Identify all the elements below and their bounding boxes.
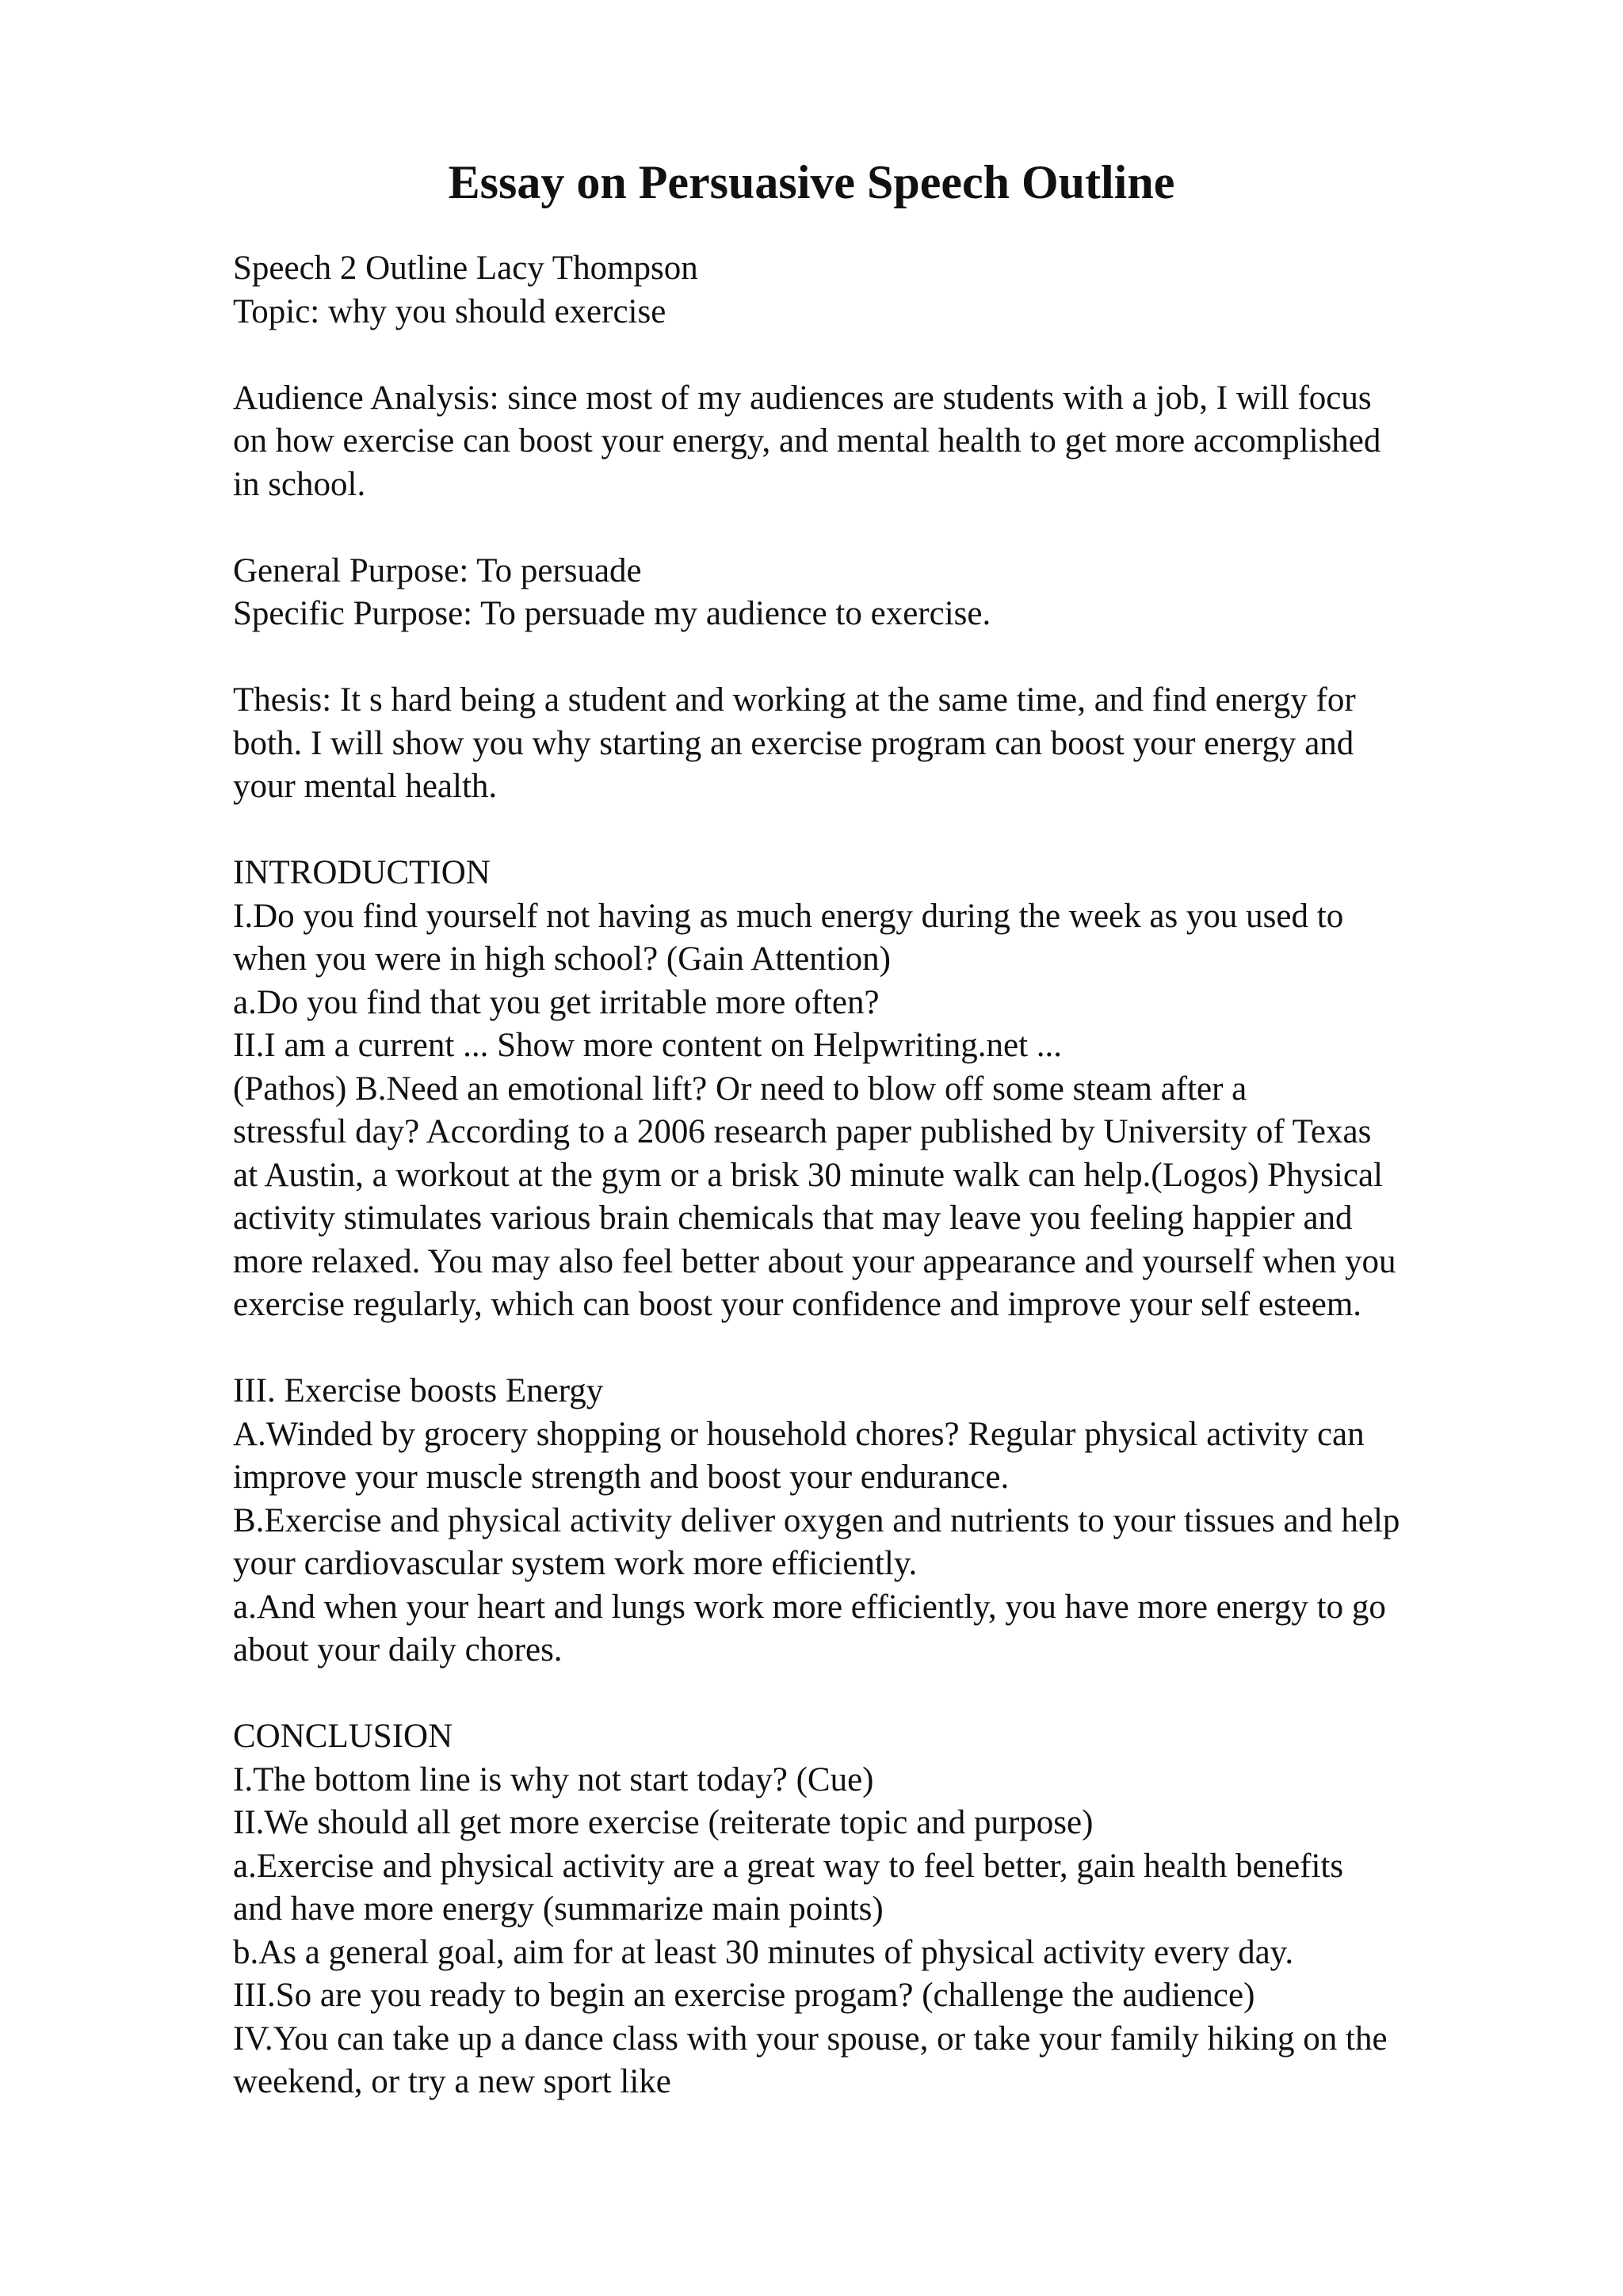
text-line: activity stimulates various brain chemicals that may leave you feeling happier and — [233, 1199, 1353, 1237]
text-line: your cardiovascular system work more efficiently. — [233, 1545, 918, 1582]
text-line: Topic: why you should exercise — [233, 292, 666, 330]
text-line: at Austin, a workout at the gym or a brisk 30 minute walk can help.(Logos) Physical — [233, 1156, 1383, 1194]
text-line: I.The bottom line is why not start today? (Cue) — [233, 1760, 874, 1798]
conclusion-block — [233, 1715, 1549, 2104]
section-heading: INTRODUCTION — [233, 854, 491, 891]
text-line: exercise regularly, which can boost your confidence and improve your self esteem. — [233, 1286, 1362, 1323]
text-line: more relaxed. You may also feel better about your appearance and yourself when you — [233, 1242, 1396, 1280]
text-line: and have more energy (summarize main points) — [233, 1890, 884, 1928]
document-body — [233, 247, 1549, 2147]
text-line: both. I will show you why starting an exercise program can boost your energy and — [233, 724, 1354, 762]
text-line: Thesis: It s hard being a student and working at the same time, and find energy for — [233, 681, 1356, 719]
document-title: Essay on Persuasive Speech Outline — [448, 156, 1175, 208]
text-line: II.I am a current ... Show more content on Helpwriting.net ... — [233, 1027, 1063, 1064]
purpose-block — [233, 550, 1549, 636]
header-info-block — [233, 247, 1549, 334]
text-line: Specific Purpose: To persuade my audience to exercise. — [233, 595, 991, 632]
text-line: about your daily chores. — [233, 1631, 563, 1669]
thesis-block — [233, 679, 1549, 809]
text-line: A.Winded by grocery shopping or household chores? Regular physical activity can — [233, 1415, 1365, 1453]
text-line: stressful day? According to a 2006 research paper published by University of Texas — [233, 1113, 1372, 1150]
section-heading: CONCLUSION — [233, 1718, 453, 1755]
text-line: Audience Analysis: since most of my audiences are students with a job, I will focus — [233, 379, 1372, 417]
text-line: on how exercise can boost your energy, and mental health to get more accomplished — [233, 422, 1381, 460]
text-line: a.Exercise and physical activity are a great way to feel better, gain health benefits — [233, 1847, 1344, 1885]
audience-analysis-block — [233, 377, 1549, 507]
text-line: B.Exercise and physical activity deliver oxygen and nutrients to your tissues and help — [233, 1501, 1400, 1539]
text-line: a.Do you find that you get irritable more often? — [233, 983, 880, 1021]
text-line: a.And when your heart and lungs work more efficiently, you have more energy to go — [233, 1588, 1386, 1626]
text-line: improve your muscle strength and boost your endurance. — [233, 1459, 1010, 1496]
text-line: IV.You can take up a dance class with your spouse, or take your family hiking on the — [233, 2019, 1388, 2058]
text-line: General Purpose: To persuade — [233, 551, 642, 589]
text-line: weekend, or try a new sport like — [233, 2063, 671, 2100]
text-line: (Pathos) B.Need an emotional lift? Or need to blow off some steam after a — [233, 1070, 1247, 1108]
text-line: when you were in high school? (Gain Attention) — [233, 940, 891, 978]
text-line: b.As a general goal, aim for at least 30 minutes of physical activity every day. — [233, 1933, 1294, 1971]
introduction-block — [233, 852, 1549, 1327]
text-line: your mental health. — [233, 768, 498, 805]
text-line: I.Do you find yourself not having as much energy during the week as you used to — [233, 897, 1344, 935]
energy-section-block — [233, 1370, 1549, 1672]
text-line: II.We should all get more exercise (reiterate topic and purpose) — [233, 1804, 1094, 1841]
section-heading: III. Exercise boosts Energy — [233, 1372, 604, 1409]
text-line: in school. — [233, 465, 366, 503]
text-line: III.So are you ready to begin an exercise progam? (challenge the audience) — [233, 1977, 1255, 2014]
text-line: Speech 2 Outline Lacy Thompson — [233, 250, 698, 287]
